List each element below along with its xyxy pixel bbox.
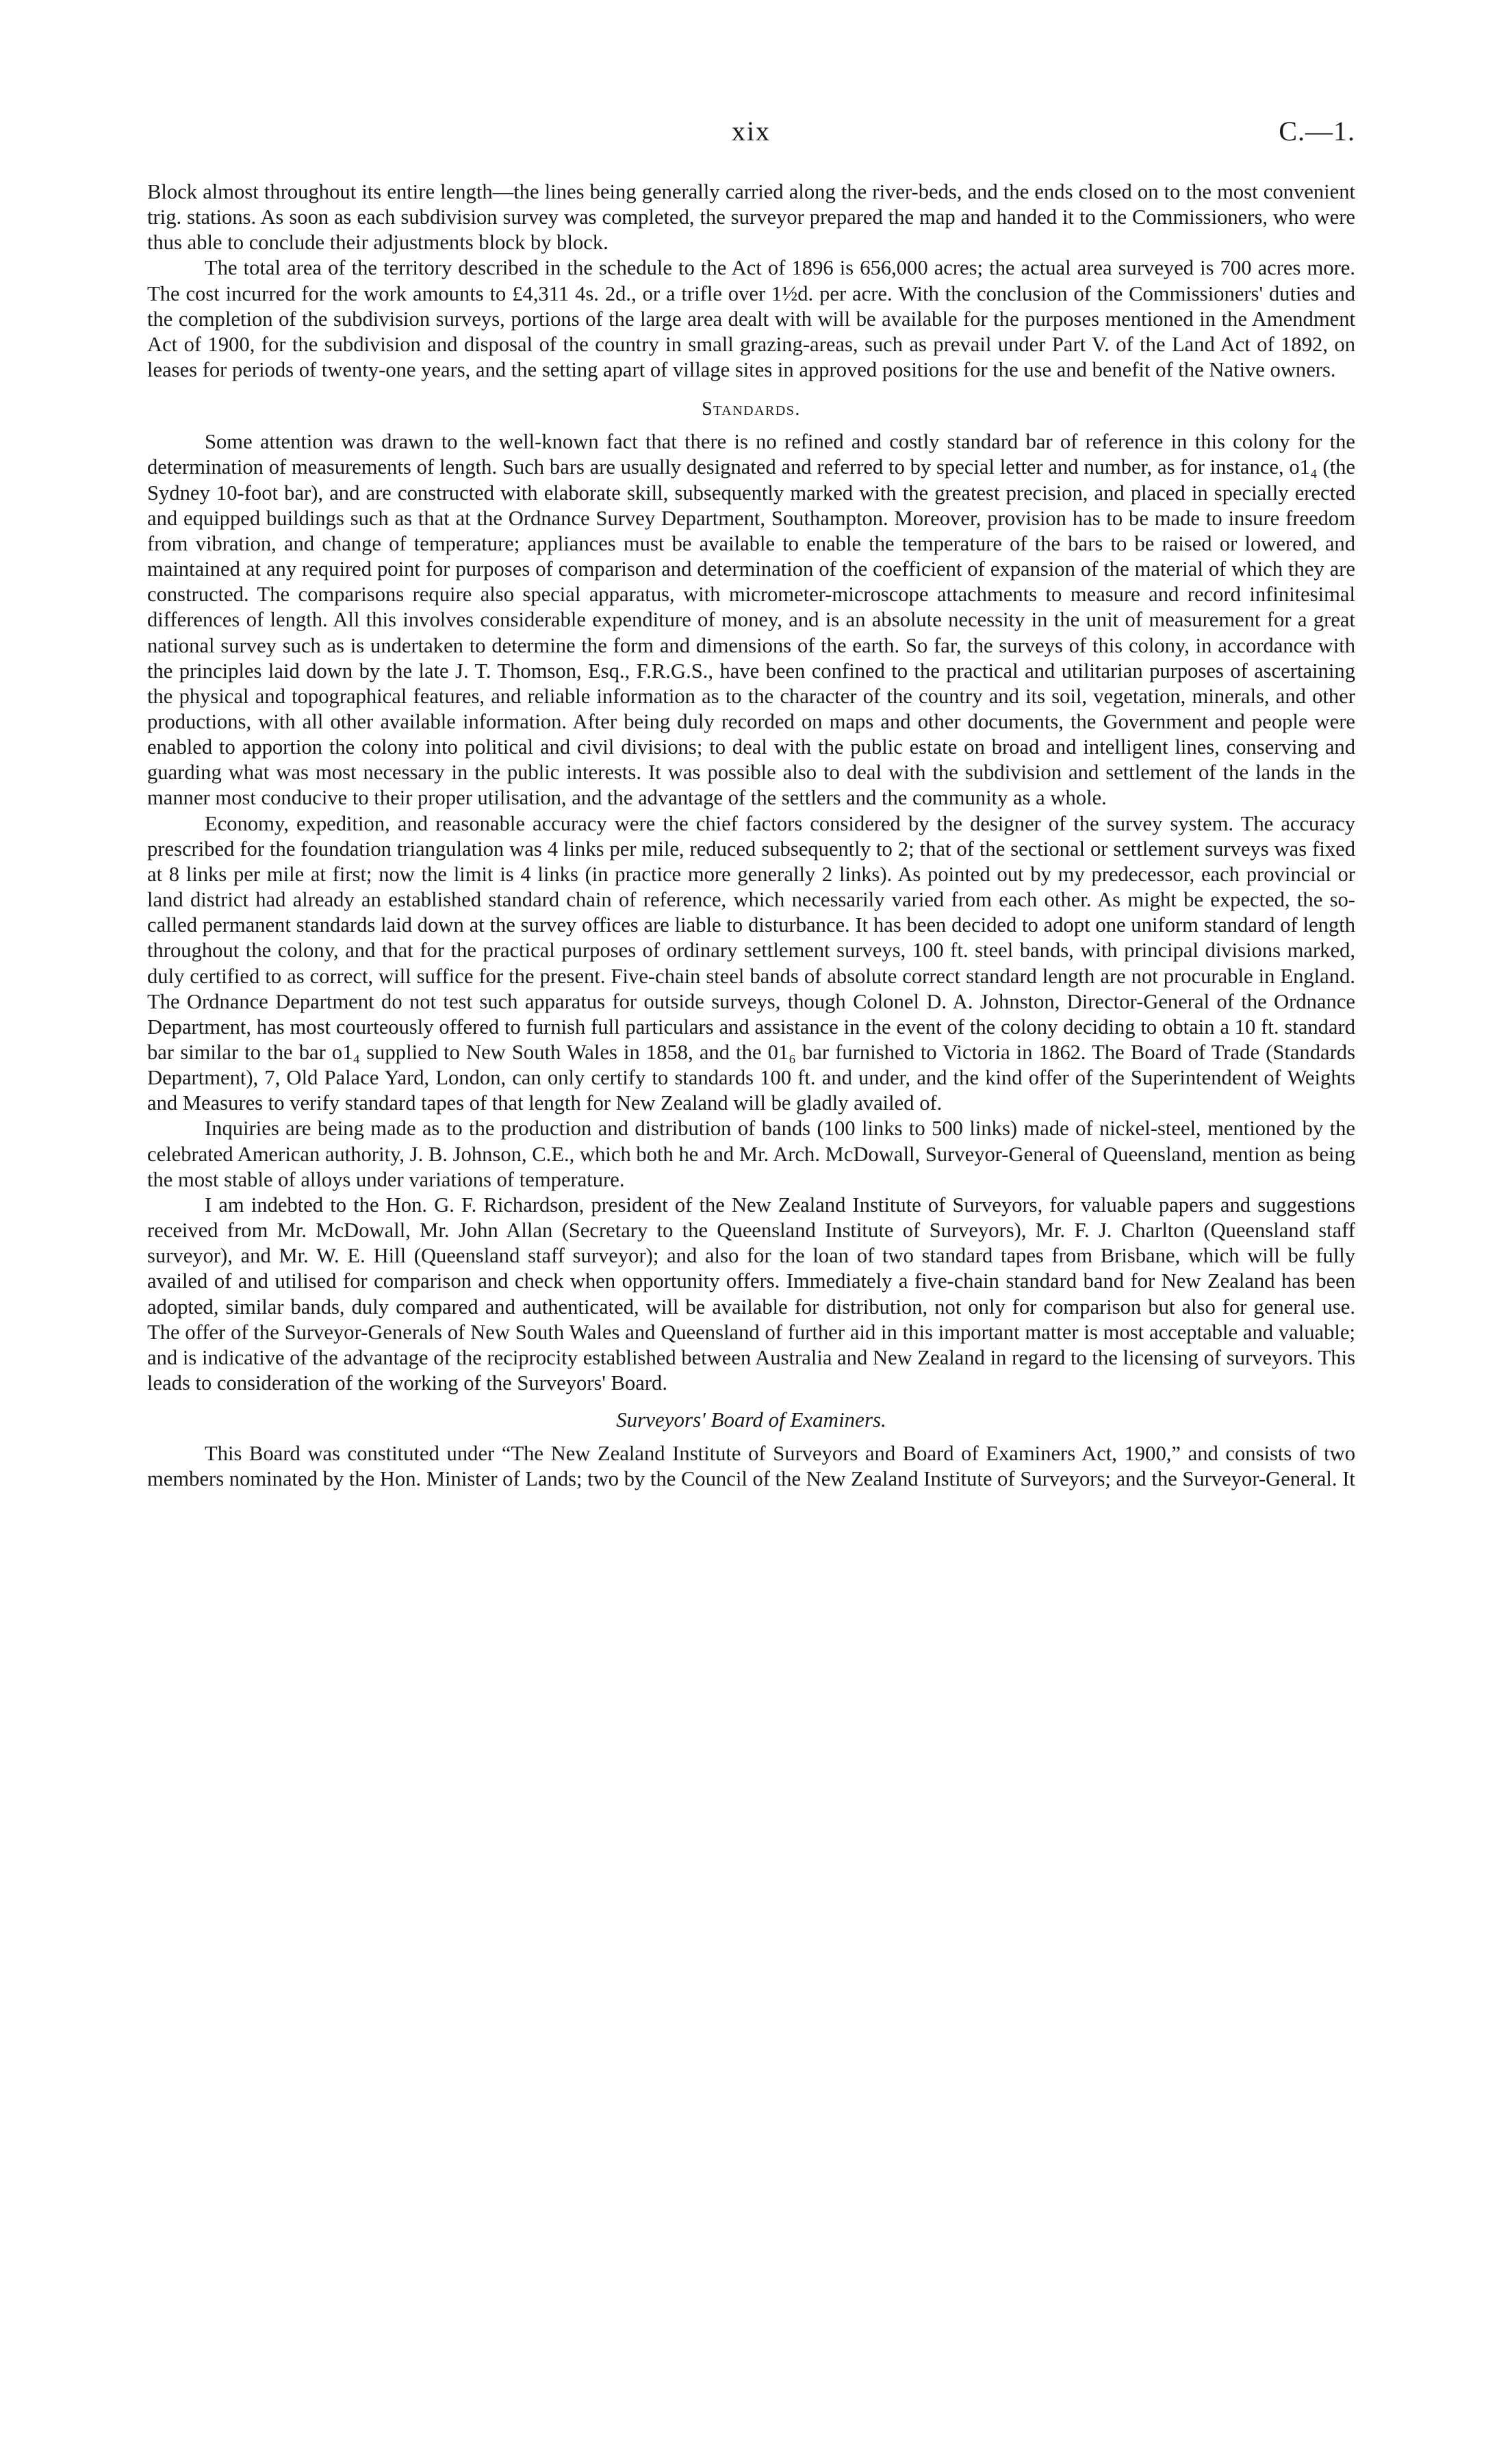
document-reference: C.—1.	[1279, 116, 1355, 147]
page-number: xix	[731, 116, 771, 147]
standards-paragraph-2: Economy, expedition, and reasonable accuracy were the chief factors considered by the designer of the survey system. The accuracy prescribed for the foundation triangulation was 4 links per mile, reduced subsequently to 2; that of the sectional or settlement surveys was fixed at 8 links per mile at first; now the limit is 4 links (in practice more generally 2 links). As pointed out by my predecessor, each provincial or land district had already an established standard chain of reference, which necessarily varied from each other. As might be expected, the so-called permanent standards laid down at the survey offices are liable to disturbance. It has been decided to adopt one uniform standard of length throughout the colony, and that for the practical purposes of ordinary settlement surveys, 100 ft. steel bands, with principal divisions marked, duly certified to as correct, will suffice for the present. Five-chain steel bands of absolute correct standard length are not procurable in England. The Ordnance Department do not test such apparatus for outside surveys, though Colonel D. A. Johnston, Director-General of the Ordnance Department, has most courteously offered to furnish full particulars and assistance in the event of the colony deciding to obtain a 10 ft. standard bar similar to the bar o1₄ supplied to New South Wales in 1858, and the 01₆ bar furnished to Victoria in 1862. The Board of Trade (Standards Department), 7, Old Palace Yard, London, can only certify to standards 100 ft. and under, and the kind offer of the Superintendent of Weights and Measures to verify standard tapes of that length for New Zealand will be gladly availed of.	[147, 811, 1355, 1115]
standards-paragraph-4: I am indebted to the Hon. G. F. Richardson, president of the New Zealand Institute of Surveyors, for valuable papers and suggestions received from Mr. McDowall, Mr. John Allan (Secretary to the Queensland Institute of Surveyors), Mr. F. J. Charlton (Queensland staff surveyor), and Mr. W. E. Hill (Queensland staff surveyor); and also for the loan of two standard tapes from Brisbane, which will be fully availed of and utilised for comparison and check when opportunity offers. Immediately a five-chain standard band for New Zealand has been adopted, similar bands, duly compared and authenticated, will be available for distribution, not only for comparison but also for general use. The offer of the Surveyor-Generals of New South Wales and Queensland of further aid in this important matter is most acceptable and valuable; and is indicative of the advantage of the reciprocity established between Australia and New Zealand in regard to the licensing of surveyors. This leads to consideration of the working of the Surveyors' Board.	[147, 1193, 1355, 1395]
section-heading-board: Surveyors' Board of Examiners.	[616, 1408, 886, 1432]
board-paragraph-1: This Board was constituted under “The New Zealand Institute of Surveyors and Board of Examiners Act, 1900,” and consists of two members nominated by the Hon. Minister of Lands; two by the Council of the New Zealand Institute of Surveyors; and the Surveyor-General. It	[147, 1441, 1355, 1491]
intro-paragraph-2: The total area of the territory described in the schedule to the Act of 1896 is 656,000 acres; the actual area surveyed is 700 acres more. The cost incurred for the work amounts to £4,311 4s. 2d., or a trifle over 1½d. per acre. With the conclusion of the Commissioners' duties and the completion of the subdivision surveys, portions of the large area dealt with will be available for the purposes mentioned in the Amendment Act of 1900, for the subdivision and disposal of the country in small grazing-areas, such as prevail under Part V. of the Land Act of 1892, on leases for periods of twenty-one years, and the setting apart of village sites in approved positions for the use and benefit of the Native owners.	[147, 256, 1355, 382]
standards-paragraph-1: Some attention was drawn to the well-known fact that there is no refined and costly standard bar of reference in this colony for the determination of measurements of length. Such bars are usually designated and referred to by special letter and number, as for instance, o1₄ (the Sydney 10-foot bar), and are constructed with elaborate skill, subsequently marked with the greatest precision, and placed in specially erected and equipped buildings such as that at the Ordnance Survey Department, Southampton. Moreover, provision has to be made to insure freedom from vibration, and change of temperature; appliances must be available to enable the temperature of the bars to be raised or lowered, and maintained at any required point for purposes of comparison and determination of the coefficient of expansion of the material of which they are constructed. The comparisons require also special apparatus, with micrometer-microscope attachments to measure and record infinitesimal differences of length. All this involves considerable expenditure of money, and is an absolute necessity in the unit of measurement for a great national survey such as is undertaken to determine the form and dimensions of the earth. So far, the surveys of this colony, in accordance with the principles laid down by the late J. T. Thomson, Esq., F.R.G.S., have been confined to the practical and utilitarian purposes of ascertaining the physical and topographical features, and reliable information as to the character of the country and its soil, vegetation, minerals, and other productions, with all other available information. After being duly recorded on maps and other documents, the Government and people were enabled to apportion the colony into political and civil divisions; to deal with the public estate on broad and intelligent lines, conserving and guarding what was most necessary in the public interests. It was possible also to deal with the subdivision and settlement of the lands in the manner most conducive to their proper utilisation, and the advantage of the settlers and the community as a whole.	[147, 430, 1355, 810]
running-header	[147, 115, 1355, 156]
intro-paragraph-1: Block almost throughout its entire length—the lines being generally carried along the river-beds, and the ends closed on to the most convenient trig. stations. As soon as each subdivision survey was completed, the surveyor prepared the map and handed it to the Commissioners, who were thus able to conclude their adjustments block by block.	[147, 180, 1355, 255]
section-heading-standards: Standards.	[702, 398, 801, 420]
body-text	[147, 179, 1355, 1492]
standards-paragraph-3: Inquiries are being made as to the production and distribution of bands (100 links to 500 links) made of nickel-steel, mentioned by the celebrated American authority, J. B. Johnson, C.E., which both he and Mr. Arch. McDowall, Surveyor-General of Queensland, mention as being the most stable of alloys under variations of temperature.	[147, 1117, 1355, 1191]
